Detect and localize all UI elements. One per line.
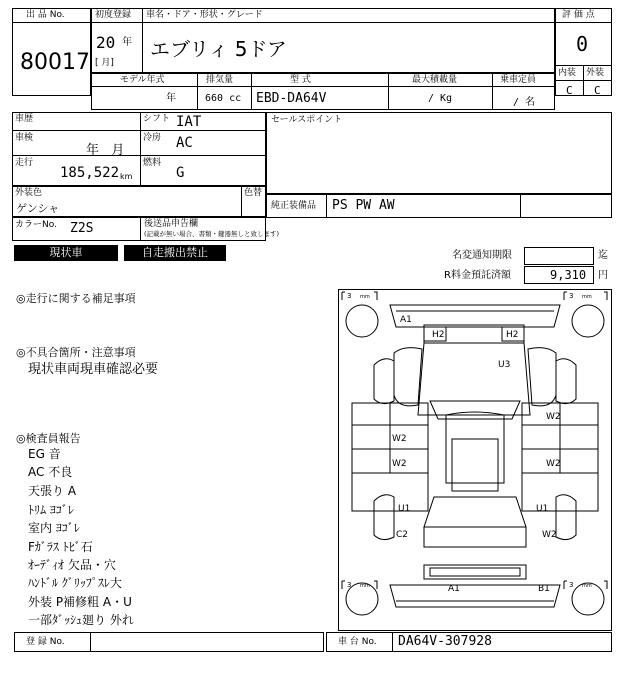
mark-w2-right-front: W2 [546, 412, 561, 422]
inspector-line: ﾊﾝﾄﾞﾙ ｸﾞﾘｯﾌﾟｽﾚ大 [28, 576, 122, 590]
corner-unit: mm [582, 583, 592, 589]
shift-value: IAT [176, 114, 202, 130]
model-year-label: モデル年式 [120, 75, 165, 85]
capacity-value: / 名 [513, 97, 536, 108]
type-value: EBD-DA64V [256, 91, 327, 106]
history-label: 車歴 [15, 114, 34, 124]
ac-value: AC [176, 135, 193, 151]
chassis-no-label: 車 台 No. [338, 637, 377, 647]
self-drive-tag: 自走搬出禁止 [124, 245, 226, 261]
name-change-label: 名変通知期限 [452, 250, 512, 261]
inspector-line: 一部ﾀﾞｯｼｭ廻り 外れ [28, 613, 134, 627]
grade-label: 評 価 点 [562, 10, 595, 20]
sales-point-label: セールスポイント [271, 115, 343, 125]
corner-marker-br [564, 581, 607, 589]
interior-grade: C [566, 84, 573, 97]
color-no-label: カラーNo. [15, 220, 57, 230]
corner-marker-bl [342, 581, 377, 589]
post-ship-label: 後送品申告欄 [144, 219, 199, 229]
ac-label: 冷房 [143, 133, 162, 143]
capacity-label: 乗車定員 [500, 75, 537, 85]
driving-notes-title: ◎走行に関する補足事項 [16, 292, 136, 305]
car-name-label: 車名・ドア・形状・グレード [146, 10, 263, 20]
inspector-line: 室内 ﾖｺﾞﾚ [28, 521, 80, 535]
mark-h2-right: H2 [506, 330, 519, 340]
first-reg-year: 20 [96, 33, 116, 52]
recycle-unit: 円 [598, 270, 608, 281]
name-change-unit: 迄 [598, 250, 608, 261]
color-no-value: Z2S [70, 221, 94, 236]
inspection-label: 車検 [15, 133, 34, 143]
model-year-unit: 年 [166, 93, 176, 104]
current-car-tag: 現状車 [14, 245, 118, 261]
mark-w2-right-bottom: W2 [542, 530, 557, 540]
mark-c2-left: C2 [396, 530, 409, 540]
mileage-unit: km [120, 172, 133, 181]
recycle-label: R料金預託済額 [444, 270, 511, 281]
corner-label: 3 [569, 292, 574, 300]
defect-notes-title: ◎不具合箇所・注意事項 [16, 346, 136, 359]
car-damage-diagram [338, 289, 612, 631]
mark-a1-front: A1 [400, 315, 412, 325]
corner-label: 3 [347, 581, 352, 589]
tire-front-right [572, 305, 604, 337]
color-change-label: 色替 [244, 188, 263, 198]
corner-label: 3 [569, 581, 574, 589]
tire-front-left [346, 305, 378, 337]
equipment-value: PS PW AW [332, 198, 395, 213]
mark-u3: U3 [498, 360, 511, 370]
shift-label: シフト [143, 114, 171, 124]
corner-unit: mm [360, 583, 370, 589]
corner-unit: mm [360, 294, 370, 300]
recycle-value: 9,310 [550, 268, 587, 282]
first-reg-label: 初度登録 [95, 10, 132, 20]
inspector-line: Fｶﾞﾗｽ ﾄﾋﾞ石 [28, 540, 93, 554]
fuel-label: 燃料 [143, 158, 162, 168]
inspector-line: 天張り A [28, 484, 77, 498]
max-load-value: / Kg [428, 93, 453, 104]
mark-u1-right: U1 [536, 504, 549, 514]
mark-w2-left-mid: W2 [392, 434, 407, 444]
inspector-notes-title: ◎検査員報告 [16, 432, 81, 445]
grade-value: 0 [576, 32, 589, 56]
mark-a1-rear: A1 [448, 584, 460, 594]
car-name: エブリィ 5ドア [150, 37, 287, 61]
corner-marker-tr [564, 292, 607, 300]
equipment-box [266, 194, 612, 218]
name-change-field [524, 247, 594, 265]
first-reg-year-unit: 年 [122, 37, 132, 48]
type-label: 型 式 [290, 75, 311, 85]
lot-number: 80017 [20, 50, 90, 75]
corner-marker-tl [342, 292, 377, 300]
displacement-label: 排気量 [206, 75, 234, 85]
mark-w2-right-rear: W2 [546, 459, 561, 469]
mark-u1-left: U1 [398, 504, 411, 514]
fuel-value: G [176, 165, 185, 181]
first-reg-month: [ 月] [95, 58, 114, 68]
inspector-line: EG 音 [28, 447, 61, 461]
exterior-label: 外装 [586, 68, 605, 78]
inspector-line: ﾄﾘﾑ ﾖｺﾞﾚ [28, 503, 74, 517]
exterior-grade: C [594, 84, 601, 97]
lot-label: 出 品 No. [26, 10, 65, 20]
inspector-line: 外装 P補修粗 A・U [28, 595, 132, 609]
inspector-line: ｵｰﾃﾞｨｵ 欠品・穴 [28, 558, 116, 572]
mileage-label: 走行 [15, 158, 34, 168]
ext-color-label: 外装色 [15, 188, 43, 198]
chassis-no-value: DA64V-307928 [398, 634, 492, 649]
equipment-label: 純正装備品 [271, 201, 317, 211]
displacement-value: 660 cc [205, 93, 242, 104]
inspector-line: AC 不良 [28, 465, 73, 479]
mileage-value: 185,522 [60, 165, 120, 181]
ext-color-value: ゲンシャ [16, 202, 60, 215]
post-ship-note: (記載が無い場合、書類・鍵器無しと致します) [144, 230, 280, 238]
details-left [12, 112, 266, 186]
corner-label: 3 [347, 292, 352, 300]
mark-h2-left: H2 [432, 330, 445, 340]
defect-line: 現状車両現車確認必要 [28, 362, 159, 377]
interior-label: 内装 [558, 68, 577, 78]
max-load-label: 最大積載量 [412, 75, 458, 85]
corner-unit: mm [582, 294, 592, 300]
mark-b1-rear: B1 [538, 584, 550, 594]
reg-no-label: 登 録 No. [26, 637, 65, 647]
inspection-value: 年 月 [86, 143, 125, 158]
mark-w2-left-rear: W2 [392, 459, 407, 469]
